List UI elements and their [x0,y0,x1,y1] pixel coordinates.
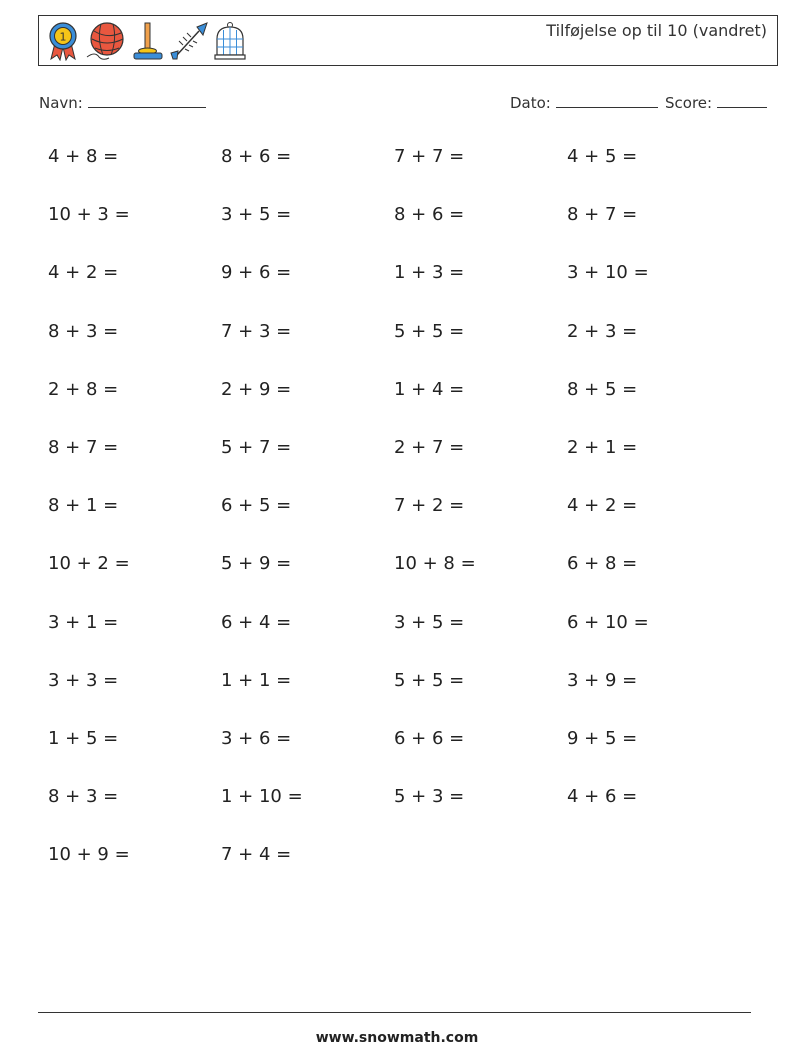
problem-item: 5 + 9 = [221,553,292,575]
problem-item: 8 + 6 = [221,146,292,167]
problem-item: 10 + 8 = [394,553,476,575]
problem-item: 2 + 7 = [394,437,465,458]
footer-url: www.snowmath.com [315,1030,479,1046]
problem-item: 9 + 5 = [567,728,638,749]
svg-text:1: 1 [59,30,67,44]
problem-item: 7 + 4 = [221,844,292,866]
problem-item: 2 + 1 = [567,437,638,458]
score-line[interactable] [717,93,767,108]
problem-item: 2 + 9 = [221,378,292,400]
problem-item: 8 + 1 = [48,495,119,517]
problem-item: 6 + 4 = [221,611,292,633]
footer-divider [38,1012,751,1013]
problem-item: 6 + 6 = [394,728,465,749]
problem-item: 1 + 4 = [394,378,465,400]
fish-skeleton-icon [169,21,209,61]
problem-item: 2 + 8 = [48,378,119,400]
name-label: Navn: [39,94,83,112]
worksheet-title: Tilføjelse op til 10 (vandret) [546,21,767,40]
worksheet-header [38,15,778,66]
problem-item: 2 + 3 = [567,320,638,342]
problem-item: 5 + 5 = [394,320,465,342]
problem-item: 3 + 10 = [567,262,649,284]
date-field [510,93,658,112]
problem-item: 7 + 3 = [221,320,292,342]
medal-icon [45,21,81,61]
problem-item: 1 + 10 = [221,786,303,808]
problem-item: 8 + 3 = [48,786,119,808]
problem-item: 7 + 2 = [394,495,465,517]
name-line[interactable] [88,93,206,108]
problem-item: 3 + 9 = [567,669,638,691]
problem-item: 6 + 10 = [567,611,649,633]
score-field [665,93,767,112]
birdcage-icon [213,21,247,61]
problem-item: 7 + 7 = [394,146,465,167]
problem-item: 1 + 1 = [221,669,292,691]
problem-item: 8 + 3 = [48,320,119,342]
problem-item: 10 + 3 = [48,204,130,226]
problem-item: 3 + 1 = [48,611,119,633]
score-label: Score: [665,94,713,112]
problem-item: 4 + 8 = [48,146,119,167]
problem-item: 1 + 3 = [394,262,465,284]
problem-item: 8 + 5 = [567,378,638,400]
problem-item: 4 + 5 = [567,146,638,167]
problem-item: 10 + 9 = [48,844,130,866]
problem-item: 1 + 5 = [48,728,119,749]
problem-item: 8 + 7 = [567,204,638,226]
ring-toss-icon [131,21,165,61]
problem-item: 3 + 5 = [221,204,292,226]
name-field [39,93,206,112]
problem-item: 8 + 6 = [394,204,465,226]
problem-item: 5 + 7 = [221,437,292,458]
problem-item: 9 + 6 = [221,262,292,284]
problem-item: 6 + 8 = [567,553,638,575]
date-line[interactable] [556,93,658,108]
problem-item: 5 + 5 = [394,669,465,691]
problem-item: 3 + 3 = [48,669,119,691]
problem-item: 4 + 2 = [567,495,638,517]
problem-item: 4 + 6 = [567,786,638,808]
problem-item: 6 + 5 = [221,495,292,517]
problem-item: 8 + 7 = [48,437,119,458]
problem-item: 3 + 6 = [221,728,292,749]
icon-strip [45,20,247,62]
yarn-ball-icon [85,21,127,61]
problem-item: 3 + 5 = [394,611,465,633]
date-label: Dato: [510,94,551,112]
problem-item: 5 + 3 = [394,786,465,808]
problem-item: 4 + 2 = [48,262,119,284]
problem-item: 10 + 2 = [48,553,130,575]
